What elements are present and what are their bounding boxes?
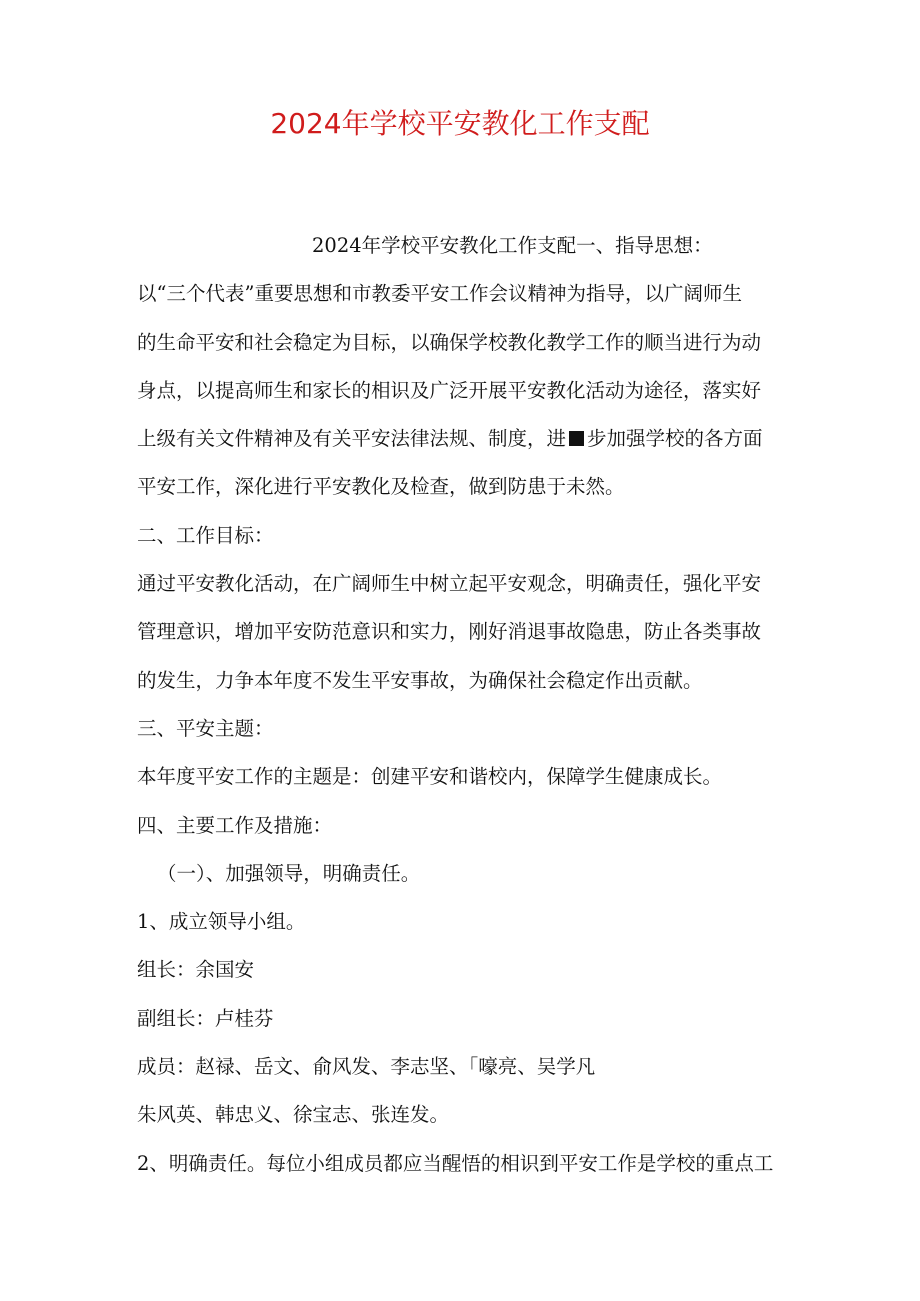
section-heading-theme: 三、平安主题： [137, 716, 274, 740]
heading-guiding-thought: 2024年学校平安教化工作支配一、指导思想： [312, 234, 713, 257]
paragraph-line: 身点，以提高师生和家长的相识及广泛开展平安教化活动为途径，落实好 [137, 378, 762, 402]
black-square-icon [569, 431, 584, 446]
paragraph-line: 以“三个代表”重要思想和市教委平安工作会议精神为指导，以广阔师生 [137, 282, 742, 306]
list-item: 2、明确责任。每位小组成员都应当醒悟的相识到平安工作是学校的重点工 [137, 1151, 774, 1175]
members-line: 成员：赵禄、岳文、俞风发、李志坚、「嚎亮、吴学凡 [137, 1055, 596, 1079]
subsection-heading: （一）、加强领导，明确责任。 [157, 861, 421, 885]
paragraph-line-part-before: 上级有关文件精神及有关平安法律法规、制度，进 [137, 427, 567, 451]
paragraph-line [137, 415, 787, 463]
paragraph-line: 的生命平安和社会稳定为目标，以确保学校教化教学工作的顺当进行为动 [137, 330, 762, 354]
section-heading-goals: 二、工作目标： [137, 523, 274, 547]
paragraph-line: 通过平安教化活动，在广阔师生中树立起平安观念，明确责任，强化平安 [137, 572, 762, 596]
document-title: 2024年学校平安教化工作支配 [270, 107, 650, 140]
section-heading-measures: 四、主要工作及措施： [137, 813, 333, 837]
paragraph-line: 的发生，力争本年度不发生平安事故，为确保社会稳定作出贡献。 [137, 668, 703, 692]
paragraph-line-part-after: 步加强学校的各方面 [587, 427, 763, 451]
leader-line: 组长：余国安 [137, 958, 255, 982]
list-item: 1、成立领导小组。 [137, 910, 306, 934]
paragraph-line: 平安工作，深化进行平安教化及检查，做到防患于未然。 [137, 475, 625, 499]
deputy-leader-line: 副组长：卢桂芬 [137, 1006, 274, 1030]
paragraph-line: 本年度平安工作的主题是：创建平安和谐校内，保障学生健康成长。 [137, 765, 723, 789]
document-body [137, 222, 787, 1188]
paragraph-line: 管理意识，增加平安防范意识和实力，刚好消退事故隐患，防止各类事故 [137, 620, 762, 644]
members-line-continued: 朱风英、韩忠义、徐宝志、张连发。 [137, 1103, 450, 1127]
